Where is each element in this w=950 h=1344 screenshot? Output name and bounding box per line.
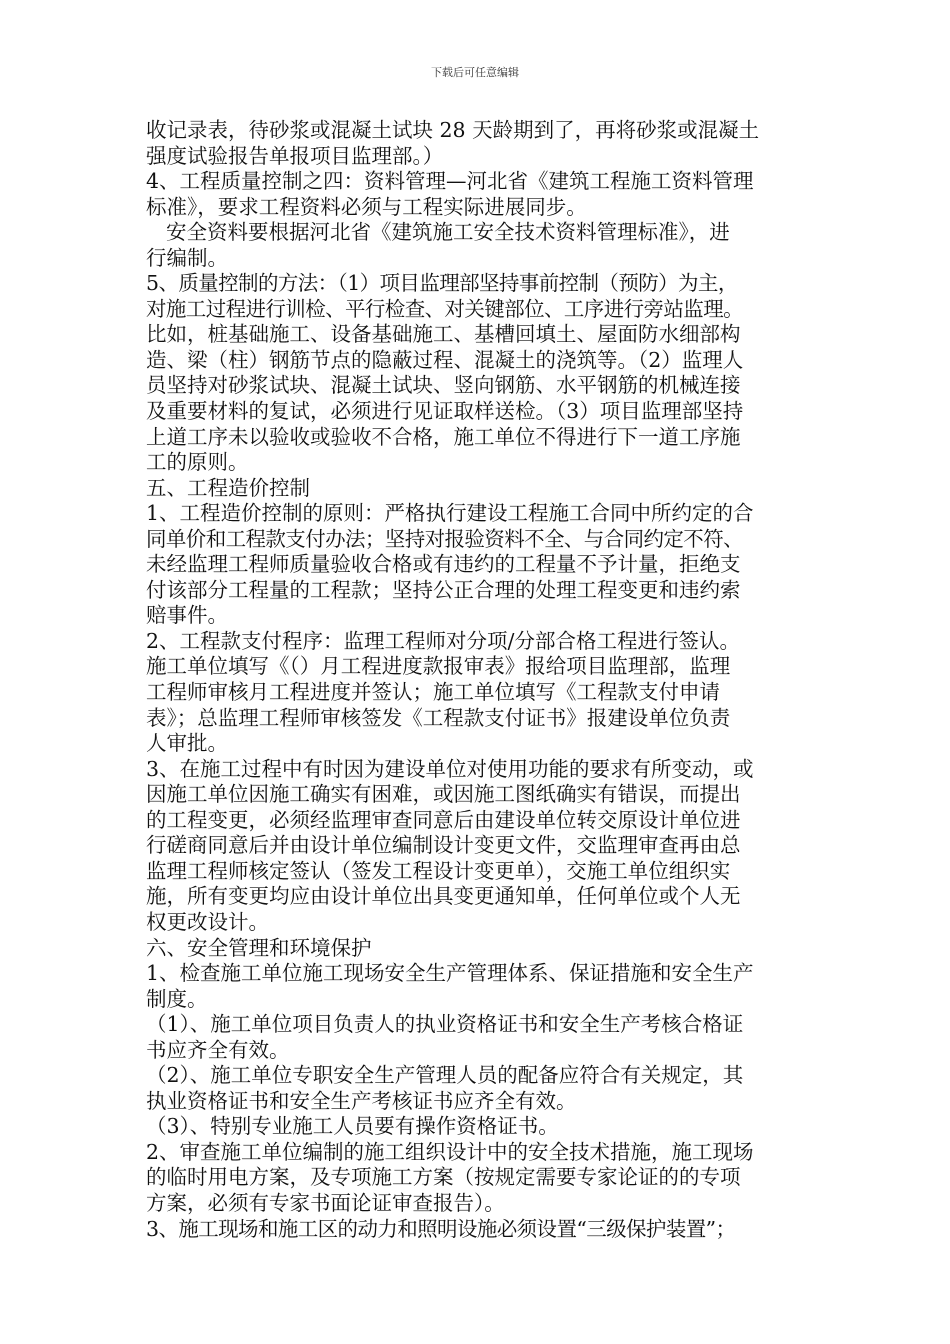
text-line: 同单价和工程款支付办法；坚持对报验资料不全、与合同约定不符、 bbox=[146, 526, 743, 551]
text-line: 对施工过程进行训检、平行检查、对关键部位、工序进行旁站监理。 bbox=[146, 296, 743, 321]
text-line: 造、梁（柱）钢筋节点的隐蔽过程、混凝土的浇筑等。（2）监理人 bbox=[146, 347, 744, 372]
text-line: 比如，桩基础施工、设备基础施工、基槽回填土、屋面防水细部构 bbox=[146, 322, 741, 347]
text-line: 标准》，要求工程资料必须与工程实际进展同步。 bbox=[146, 194, 587, 219]
text-line: （2）、施工单位专职安全生产管理人员的配备应符合有关规定，其 bbox=[146, 1063, 744, 1088]
text-line: 强度试验报告单报项目监理部。） bbox=[146, 143, 444, 168]
text-line: 施，所有变更均应由设计单位出具变更通知单，任何单位或个人无 bbox=[146, 884, 741, 909]
text-line: 1、检查施工单位施工现场安全生产管理体系、保证措施和安全生产 bbox=[146, 961, 754, 986]
text-line: 5、质量控制的方法：（1）项目监理部坚持事前控制（预防）为主， bbox=[146, 271, 738, 296]
text-line: 权更改设计。 bbox=[146, 909, 269, 934]
text-line: 因施工单位因施工确实有困难，或因施工图纸确实有错误，而提出 bbox=[146, 782, 741, 807]
document-body bbox=[146, 118, 814, 1242]
text-line: 工程师审核月工程进度并签认；施工单位填写《工程款支付申请 bbox=[146, 680, 720, 705]
page-header: 下载后可任意编辑 bbox=[431, 66, 519, 79]
text-line: 收记录表，待砂浆或混凝土试块 28 天龄期到了，再将砂浆或混凝土 bbox=[146, 118, 760, 142]
text-line: （3）、特别专业施工人员要有操作资格证书。 bbox=[146, 1114, 559, 1139]
text-line: 赔事件。 bbox=[146, 603, 228, 628]
text-line: 上道工序未以验收或验收不合格，施工单位不得进行下一道工序施 bbox=[146, 424, 741, 449]
text-line: 1、工程造价控制的原则：严格执行建设工程施工合同中所约定的合 bbox=[146, 501, 754, 526]
text-line: 未经监理工程师质量验收合格或有违约的工程量不予计量，拒绝支 bbox=[146, 552, 741, 577]
text-line: 施工单位填写《（）月工程进度款报审表》报给项目监理部，监理 bbox=[146, 654, 731, 679]
text-line: 制度。 bbox=[146, 986, 208, 1011]
text-line: 及重要材料的复试，必须进行见证取样送检。（3）项目监理部坚持 bbox=[146, 399, 744, 424]
text-line: 2、工程款支付程序：监理工程师对分项/分部合格工程进行签认。 bbox=[146, 628, 740, 653]
text-line: 的工程变更，必须经监理审查同意后由建设单位转交原设计单位进 bbox=[146, 807, 741, 832]
text-line: 2、审查施工单位编制的施工组织设计中的安全技术措施，施工现场 bbox=[146, 1139, 754, 1164]
text-line: 工的原则。 bbox=[146, 450, 249, 475]
text-line: （1）、施工单位项目负责人的执业资格证书和安全生产考核合格证 bbox=[146, 1012, 744, 1037]
text-line: 人审批。 bbox=[146, 731, 228, 756]
text-line: 行编制。 bbox=[146, 245, 228, 270]
text-line: 的临时用电方案，及专项施工方案（按规定需要专家论证的的专项 bbox=[146, 1165, 741, 1190]
text-line: 付该部分工程量的工程款；坚持公正合理的处理工程变更和违约索 bbox=[146, 577, 741, 602]
text-line: 书应齐全有效。 bbox=[146, 1037, 290, 1062]
section-heading: 六、安全管理和环境保护 bbox=[146, 935, 372, 960]
text-line: 方案，必须有专家书面论证审查报告）。 bbox=[146, 1190, 505, 1215]
text-line: 表》；总监理工程师审核签发《工程款支付证书》报建设单位负责 bbox=[146, 705, 731, 730]
text-line: 员坚持对砂浆试块、混凝土试块、竖向钢筋、水平钢筋的机械连接 bbox=[146, 373, 741, 398]
text-line: 安全资料要根据河北省《建筑施工安全技术资料管理标准》，进 bbox=[166, 220, 730, 245]
text-line: 监理工程师核定签认（签发工程设计变更单），交施工单位组织实 bbox=[146, 858, 731, 883]
section-heading: 五、工程造价控制 bbox=[146, 475, 310, 500]
text-line: 4、工程质量控制之四：资料管理—河北省《建筑工程施工资料管理 bbox=[146, 169, 754, 194]
text-line: 3、施工现场和施工区的动力和照明设施必须设置“三级保护装置”； bbox=[146, 1216, 736, 1241]
text-line: 执业资格证书和安全生产考核证书应齐全有效。 bbox=[146, 1088, 577, 1113]
text-line: 3、在施工过程中有时因为建设单位对使用功能的要求有所变动，或 bbox=[146, 756, 754, 781]
text-line: 行磋商同意后并由设计单位编制设计变更文件，交监理审查再由总 bbox=[146, 833, 741, 858]
